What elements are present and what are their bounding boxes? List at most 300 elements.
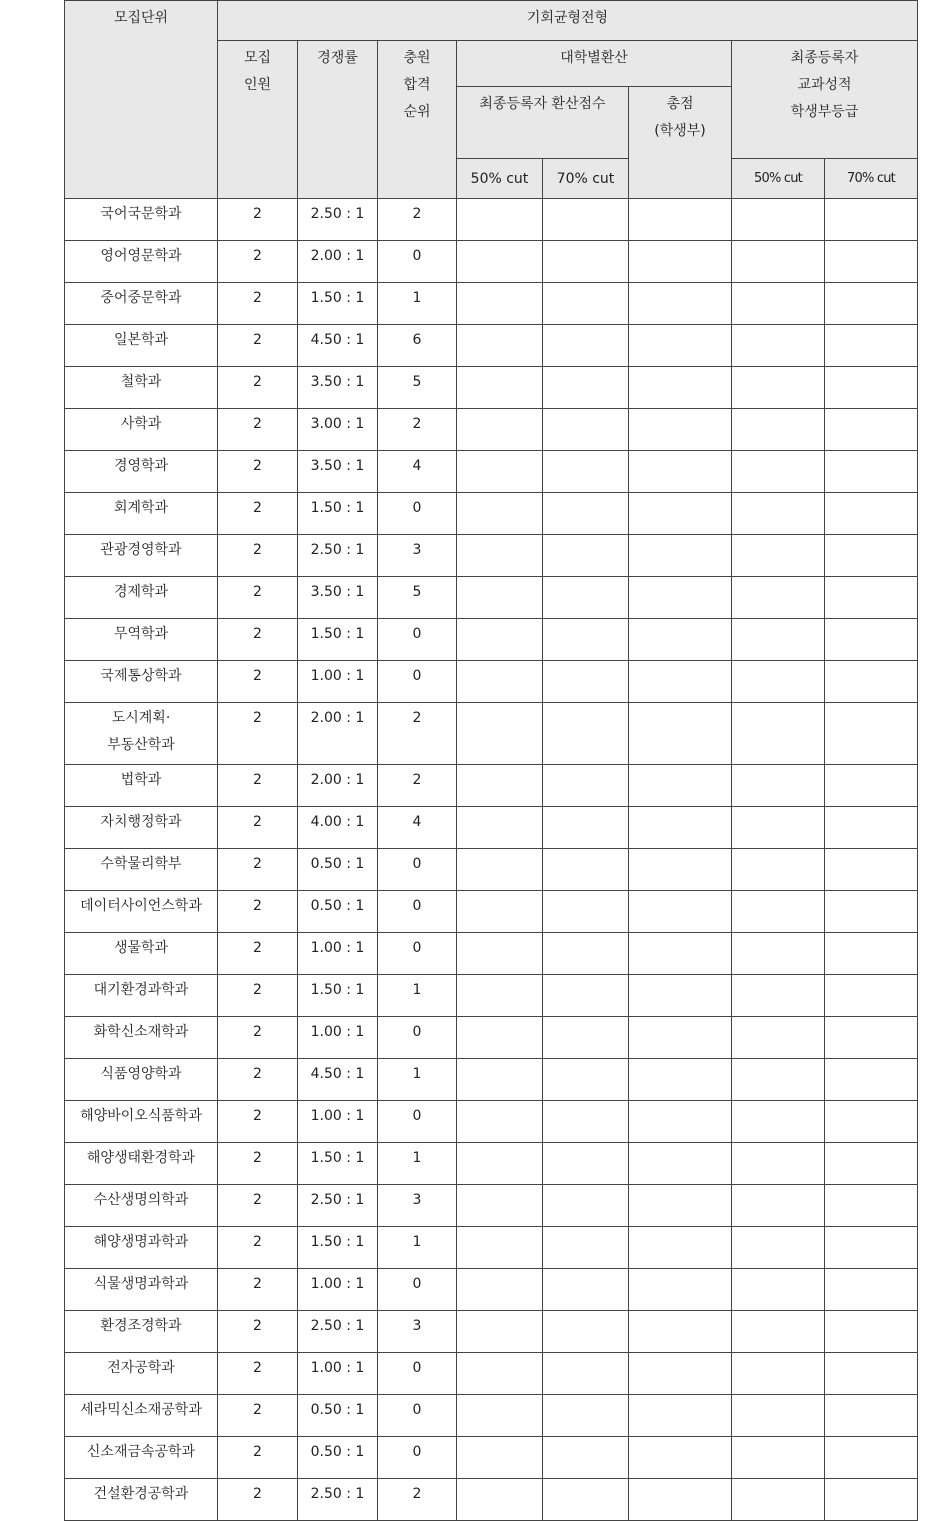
table-row — [65, 283, 918, 325]
cell-total — [629, 535, 732, 577]
header-total-line2: (학생부) — [654, 123, 706, 139]
cell-grade-cut70 — [825, 1017, 918, 1059]
table-row — [65, 367, 918, 409]
table-row — [65, 807, 918, 849]
cell-conv-cut50 — [457, 975, 543, 1017]
cell-conv-cut70 — [543, 577, 629, 619]
cell-competition-ratio: 4.50 : 1 — [298, 325, 378, 367]
cell-conv-cut70 — [543, 325, 629, 367]
cell-conv-cut70 — [543, 241, 629, 283]
header-final-grade-line1: 최종등록자 — [790, 50, 859, 66]
cell-competition-ratio: 3.50 : 1 — [298, 367, 378, 409]
cell-grade-cut70 — [825, 451, 918, 493]
cell-grade-cut50 — [732, 577, 825, 619]
cell-grade-cut70 — [825, 241, 918, 283]
cell-conv-cut70 — [543, 1185, 629, 1227]
cell-rank: 0 — [378, 1101, 457, 1143]
cell-conv-cut70 — [543, 765, 629, 807]
cell-conv-cut70 — [543, 535, 629, 577]
cell-conv-cut50 — [457, 199, 543, 241]
cell-competition-ratio: 4.00 : 1 — [298, 807, 378, 849]
header-rank — [378, 41, 457, 199]
cell-capacity: 2 — [218, 1353, 298, 1395]
cell-unit: 법학과 — [65, 765, 218, 807]
cell-grade-cut70 — [825, 325, 918, 367]
cell-total — [629, 619, 732, 661]
cell-competition-ratio: 1.00 : 1 — [298, 933, 378, 975]
cell-total — [629, 1017, 732, 1059]
cell-conv-cut50 — [457, 325, 543, 367]
cell-grade-cut70 — [825, 765, 918, 807]
cell-grade-cut50 — [732, 1143, 825, 1185]
cell-rank: 4 — [378, 451, 457, 493]
cell-competition-ratio: 2.00 : 1 — [298, 703, 378, 765]
cell-unit: 국제통상학과 — [65, 661, 218, 703]
cell-capacity: 2 — [218, 703, 298, 765]
cell-competition-ratio: 1.50 : 1 — [298, 283, 378, 325]
table-row — [65, 1353, 918, 1395]
cell-conv-cut50 — [457, 703, 543, 765]
table-row — [65, 241, 918, 283]
table-row — [65, 1479, 918, 1521]
cell-rank: 0 — [378, 661, 457, 703]
cell-capacity: 2 — [218, 807, 298, 849]
cell-competition-ratio: 2.50 : 1 — [298, 1479, 378, 1521]
table-row — [65, 849, 918, 891]
table-row — [65, 703, 918, 765]
cell-grade-cut70 — [825, 1353, 918, 1395]
cell-capacity: 2 — [218, 1017, 298, 1059]
cell-total — [629, 577, 732, 619]
cell-total — [629, 807, 732, 849]
header-total-line1: 총점 — [666, 96, 694, 112]
cell-conv-cut70 — [543, 451, 629, 493]
cell-grade-cut50 — [732, 199, 825, 241]
cell-unit: 중어중문학과 — [65, 283, 218, 325]
cell-competition-ratio: 2.50 : 1 — [298, 535, 378, 577]
cell-conv-cut70 — [543, 493, 629, 535]
cell-total — [629, 1059, 732, 1101]
cell-conv-cut50 — [457, 1185, 543, 1227]
cell-grade-cut50 — [732, 493, 825, 535]
cell-grade-cut50 — [732, 975, 825, 1017]
table-row — [65, 1227, 918, 1269]
cell-competition-ratio: 2.00 : 1 — [298, 765, 378, 807]
cell-grade-cut70 — [825, 807, 918, 849]
cell-rank: 0 — [378, 1437, 457, 1479]
cell-conv-cut70 — [543, 933, 629, 975]
cell-grade-cut50 — [732, 367, 825, 409]
cell-total — [629, 975, 732, 1017]
cell-grade-cut50 — [732, 283, 825, 325]
table-row — [65, 451, 918, 493]
cell-capacity: 2 — [218, 535, 298, 577]
cell-unit: 식물생명과학과 — [65, 1269, 218, 1311]
cell-grade-cut70 — [825, 1059, 918, 1101]
cell-unit — [65, 703, 218, 765]
admission-results-table — [64, 0, 918, 1521]
cell-grade-cut70 — [825, 1269, 918, 1311]
cell-conv-cut70 — [543, 1227, 629, 1269]
cell-total — [629, 933, 732, 975]
table-row — [65, 1059, 918, 1101]
cell-unit: 화학신소재학과 — [65, 1017, 218, 1059]
cell-total — [629, 1437, 732, 1479]
admission-results-table-container — [64, 0, 918, 1521]
cell-grade-cut50 — [732, 1227, 825, 1269]
cell-competition-ratio: 0.50 : 1 — [298, 849, 378, 891]
cell-grade-cut50 — [732, 1437, 825, 1479]
cell-rank: 2 — [378, 409, 457, 451]
table-row — [65, 1311, 918, 1353]
cell-unit: 해양생태환경학과 — [65, 1143, 218, 1185]
cell-capacity: 2 — [218, 1479, 298, 1521]
header-capacity-line1: 모집 — [243, 50, 272, 66]
cell-conv-cut70 — [543, 1311, 629, 1353]
cell-competition-ratio: 1.50 : 1 — [298, 1227, 378, 1269]
cell-total — [629, 1395, 732, 1437]
table-row — [65, 409, 918, 451]
table-row — [65, 199, 918, 241]
cell-capacity: 2 — [218, 1143, 298, 1185]
cell-rank: 0 — [378, 1269, 457, 1311]
cell-conv-cut50 — [457, 451, 543, 493]
cell-grade-cut70 — [825, 703, 918, 765]
cell-grade-cut70 — [825, 661, 918, 703]
cell-conv-cut50 — [457, 1017, 543, 1059]
cell-grade-cut70 — [825, 891, 918, 933]
cell-conv-cut70 — [543, 199, 629, 241]
cell-unit: 해양생명과학과 — [65, 1227, 218, 1269]
cell-rank: 1 — [378, 1143, 457, 1185]
cell-unit: 건설환경공학과 — [65, 1479, 218, 1521]
cell-grade-cut70 — [825, 535, 918, 577]
cell-rank: 5 — [378, 367, 457, 409]
cell-unit-line2: 부동산학과 — [107, 737, 175, 753]
cell-unit: 무역학과 — [65, 619, 218, 661]
cell-conv-cut70 — [543, 1353, 629, 1395]
cell-grade-cut70 — [825, 849, 918, 891]
cell-grade-cut70 — [825, 409, 918, 451]
cell-conv-cut70 — [543, 619, 629, 661]
cell-competition-ratio: 0.50 : 1 — [298, 1437, 378, 1479]
cell-unit: 일본학과 — [65, 325, 218, 367]
cell-competition-ratio: 1.00 : 1 — [298, 1353, 378, 1395]
cell-conv-cut50 — [457, 891, 543, 933]
cell-rank: 5 — [378, 577, 457, 619]
cell-total — [629, 451, 732, 493]
cell-unit: 관광경영학과 — [65, 535, 218, 577]
cell-rank: 0 — [378, 933, 457, 975]
cell-competition-ratio: 0.50 : 1 — [298, 1395, 378, 1437]
cell-conv-cut70 — [543, 1269, 629, 1311]
cell-grade-cut70 — [825, 199, 918, 241]
cell-grade-cut50 — [732, 535, 825, 577]
cell-total — [629, 765, 732, 807]
cell-grade-cut50 — [732, 1311, 825, 1353]
table-row — [65, 933, 918, 975]
cell-rank: 2 — [378, 1479, 457, 1521]
header-unit: 모집단위 — [65, 1, 218, 199]
cell-conv-cut70 — [543, 1395, 629, 1437]
header-competition: 경쟁률 — [298, 41, 378, 199]
cell-grade-cut50 — [732, 1353, 825, 1395]
cell-grade-cut50 — [732, 1017, 825, 1059]
cell-conv-cut50 — [457, 1395, 543, 1437]
cell-conv-cut70 — [543, 1101, 629, 1143]
cell-grade-cut50 — [732, 1059, 825, 1101]
cell-grade-cut70 — [825, 1185, 918, 1227]
cell-rank: 2 — [378, 199, 457, 241]
cell-unit-line1: 도시계획· — [111, 710, 171, 726]
cell-grade-cut50 — [732, 619, 825, 661]
cell-grade-cut50 — [732, 1479, 825, 1521]
cell-unit: 철학과 — [65, 367, 218, 409]
cell-unit: 자치행정학과 — [65, 807, 218, 849]
cell-capacity: 2 — [218, 1185, 298, 1227]
cell-grade-cut70 — [825, 1101, 918, 1143]
cell-capacity: 2 — [218, 1311, 298, 1353]
table-row — [65, 975, 918, 1017]
cell-total — [629, 1227, 732, 1269]
cell-unit: 데이터사이언스학과 — [65, 891, 218, 933]
cell-conv-cut50 — [457, 807, 543, 849]
cell-competition-ratio: 1.00 : 1 — [298, 1017, 378, 1059]
cell-rank: 0 — [378, 493, 457, 535]
table-row — [65, 1437, 918, 1479]
cell-conv-cut50 — [457, 409, 543, 451]
header-grade-cut70: 70% cut — [825, 159, 918, 199]
cell-total — [629, 409, 732, 451]
table-row — [65, 1395, 918, 1437]
cell-conv-cut50 — [457, 765, 543, 807]
cell-capacity: 2 — [218, 1269, 298, 1311]
cell-conv-cut50 — [457, 619, 543, 661]
cell-conv-cut50 — [457, 661, 543, 703]
cell-conv-cut50 — [457, 1311, 543, 1353]
cell-unit: 영어영문학과 — [65, 241, 218, 283]
cell-unit: 국어국문학과 — [65, 199, 218, 241]
header-rank-line2: 합격 — [403, 77, 431, 93]
cell-grade-cut50 — [732, 1185, 825, 1227]
cell-grade-cut70 — [825, 933, 918, 975]
header-rank-line3: 순위 — [403, 104, 431, 120]
cell-competition-ratio: 2.50 : 1 — [298, 1185, 378, 1227]
cell-total — [629, 1143, 732, 1185]
header-conv-cut50: 50% cut — [457, 159, 543, 199]
cell-unit: 세라믹신소재공학과 — [65, 1395, 218, 1437]
cell-conv-cut50 — [457, 535, 543, 577]
cell-grade-cut70 — [825, 1395, 918, 1437]
table-row — [65, 325, 918, 367]
cell-competition-ratio: 1.50 : 1 — [298, 1143, 378, 1185]
cell-grade-cut50 — [732, 451, 825, 493]
cell-capacity: 2 — [218, 409, 298, 451]
cell-total — [629, 199, 732, 241]
cell-capacity: 2 — [218, 283, 298, 325]
cell-rank: 6 — [378, 325, 457, 367]
cell-grade-cut50 — [732, 807, 825, 849]
cell-capacity: 2 — [218, 891, 298, 933]
cell-capacity: 2 — [218, 241, 298, 283]
cell-conv-cut70 — [543, 367, 629, 409]
cell-grade-cut70 — [825, 1311, 918, 1353]
cell-rank: 0 — [378, 619, 457, 661]
cell-capacity: 2 — [218, 619, 298, 661]
cell-capacity: 2 — [218, 1059, 298, 1101]
cell-grade-cut50 — [732, 241, 825, 283]
cell-conv-cut70 — [543, 891, 629, 933]
table-row — [65, 765, 918, 807]
cell-rank: 0 — [378, 849, 457, 891]
cell-conv-cut50 — [457, 577, 543, 619]
cell-rank: 1 — [378, 1059, 457, 1101]
cell-grade-cut50 — [732, 1101, 825, 1143]
cell-competition-ratio: 4.50 : 1 — [298, 1059, 378, 1101]
cell-rank: 3 — [378, 1185, 457, 1227]
cell-total — [629, 661, 732, 703]
cell-conv-cut70 — [543, 283, 629, 325]
cell-grade-cut70 — [825, 283, 918, 325]
cell-unit: 회계학과 — [65, 493, 218, 535]
cell-capacity: 2 — [218, 933, 298, 975]
header-univ-conversion: 대학별환산 — [457, 41, 732, 87]
cell-unit: 생물학과 — [65, 933, 218, 975]
cell-conv-cut70 — [543, 1479, 629, 1521]
cell-competition-ratio: 3.50 : 1 — [298, 451, 378, 493]
cell-conv-cut50 — [457, 1059, 543, 1101]
cell-conv-cut70 — [543, 1017, 629, 1059]
cell-competition-ratio: 1.50 : 1 — [298, 975, 378, 1017]
cell-capacity: 2 — [218, 1437, 298, 1479]
header-grade-cut50: 50% cut — [732, 159, 825, 199]
cell-grade-cut50 — [732, 409, 825, 451]
cell-grade-cut70 — [825, 1437, 918, 1479]
cell-competition-ratio: 1.00 : 1 — [298, 661, 378, 703]
table-row — [65, 1185, 918, 1227]
cell-capacity: 2 — [218, 765, 298, 807]
cell-rank: 2 — [378, 765, 457, 807]
cell-total — [629, 1269, 732, 1311]
cell-total — [629, 1479, 732, 1521]
cell-rank: 2 — [378, 703, 457, 765]
cell-total — [629, 1185, 732, 1227]
cell-conv-cut70 — [543, 661, 629, 703]
cell-conv-cut50 — [457, 933, 543, 975]
cell-competition-ratio: 1.00 : 1 — [298, 1269, 378, 1311]
cell-total — [629, 283, 732, 325]
cell-grade-cut70 — [825, 493, 918, 535]
cell-rank: 0 — [378, 1395, 457, 1437]
cell-unit: 식품영양학과 — [65, 1059, 218, 1101]
cell-unit: 경영학과 — [65, 451, 218, 493]
cell-total — [629, 241, 732, 283]
cell-total — [629, 367, 732, 409]
cell-grade-cut70 — [825, 1143, 918, 1185]
cell-total — [629, 1311, 732, 1353]
cell-capacity: 2 — [218, 367, 298, 409]
table-row — [65, 619, 918, 661]
cell-rank: 3 — [378, 535, 457, 577]
cell-grade-cut70 — [825, 577, 918, 619]
header-capacity — [218, 41, 298, 199]
cell-capacity: 2 — [218, 493, 298, 535]
cell-competition-ratio: 1.50 : 1 — [298, 619, 378, 661]
cell-capacity: 2 — [218, 577, 298, 619]
cell-conv-cut50 — [457, 1227, 543, 1269]
cell-grade-cut50 — [732, 1269, 825, 1311]
cell-grade-cut50 — [732, 765, 825, 807]
header-final-grade-line3: 학생부등급 — [790, 104, 859, 120]
cell-unit: 전자공학과 — [65, 1353, 218, 1395]
cell-unit: 신소재금속공학과 — [65, 1437, 218, 1479]
cell-rank: 3 — [378, 1311, 457, 1353]
header-final-grade — [732, 41, 918, 159]
cell-rank: 0 — [378, 1017, 457, 1059]
cell-competition-ratio: 3.50 : 1 — [298, 577, 378, 619]
cell-total — [629, 325, 732, 367]
cell-conv-cut50 — [457, 367, 543, 409]
cell-conv-cut70 — [543, 703, 629, 765]
header-total — [629, 87, 732, 199]
cell-grade-cut70 — [825, 975, 918, 1017]
cell-conv-cut50 — [457, 1353, 543, 1395]
cell-rank: 1 — [378, 975, 457, 1017]
cell-capacity: 2 — [218, 325, 298, 367]
cell-rank: 4 — [378, 807, 457, 849]
cell-total — [629, 849, 732, 891]
header-rank-line1: 충원 — [403, 50, 431, 66]
table-row — [65, 661, 918, 703]
cell-capacity: 2 — [218, 199, 298, 241]
header-final-grade-line2: 교과성적 — [797, 77, 852, 93]
cell-grade-cut70 — [825, 367, 918, 409]
cell-conv-cut50 — [457, 493, 543, 535]
cell-conv-cut50 — [457, 1143, 543, 1185]
table-header — [65, 1, 918, 199]
table-row — [65, 891, 918, 933]
cell-capacity: 2 — [218, 975, 298, 1017]
cell-conv-cut50 — [457, 1479, 543, 1521]
cell-rank: 0 — [378, 241, 457, 283]
cell-capacity: 2 — [218, 1101, 298, 1143]
cell-grade-cut70 — [825, 619, 918, 661]
cell-rank: 0 — [378, 1353, 457, 1395]
cell-unit: 경제학과 — [65, 577, 218, 619]
header-conv-score: 최종등록자 환산점수 — [457, 87, 629, 159]
table-row — [65, 1269, 918, 1311]
cell-competition-ratio: 1.50 : 1 — [298, 493, 378, 535]
cell-total — [629, 1353, 732, 1395]
cell-capacity: 2 — [218, 451, 298, 493]
cell-unit: 대기환경과학과 — [65, 975, 218, 1017]
cell-capacity: 2 — [218, 661, 298, 703]
cell-grade-cut50 — [732, 325, 825, 367]
cell-rank: 1 — [378, 1227, 457, 1269]
table-row — [65, 577, 918, 619]
cell-conv-cut50 — [457, 849, 543, 891]
cell-conv-cut70 — [543, 975, 629, 1017]
cell-grade-cut50 — [732, 703, 825, 765]
cell-conv-cut70 — [543, 409, 629, 451]
cell-grade-cut50 — [732, 661, 825, 703]
cell-grade-cut50 — [732, 849, 825, 891]
table-row — [65, 1017, 918, 1059]
cell-conv-cut50 — [457, 1269, 543, 1311]
cell-total — [629, 891, 732, 933]
cell-competition-ratio: 2.00 : 1 — [298, 241, 378, 283]
header-group: 기회균형전형 — [218, 1, 918, 41]
